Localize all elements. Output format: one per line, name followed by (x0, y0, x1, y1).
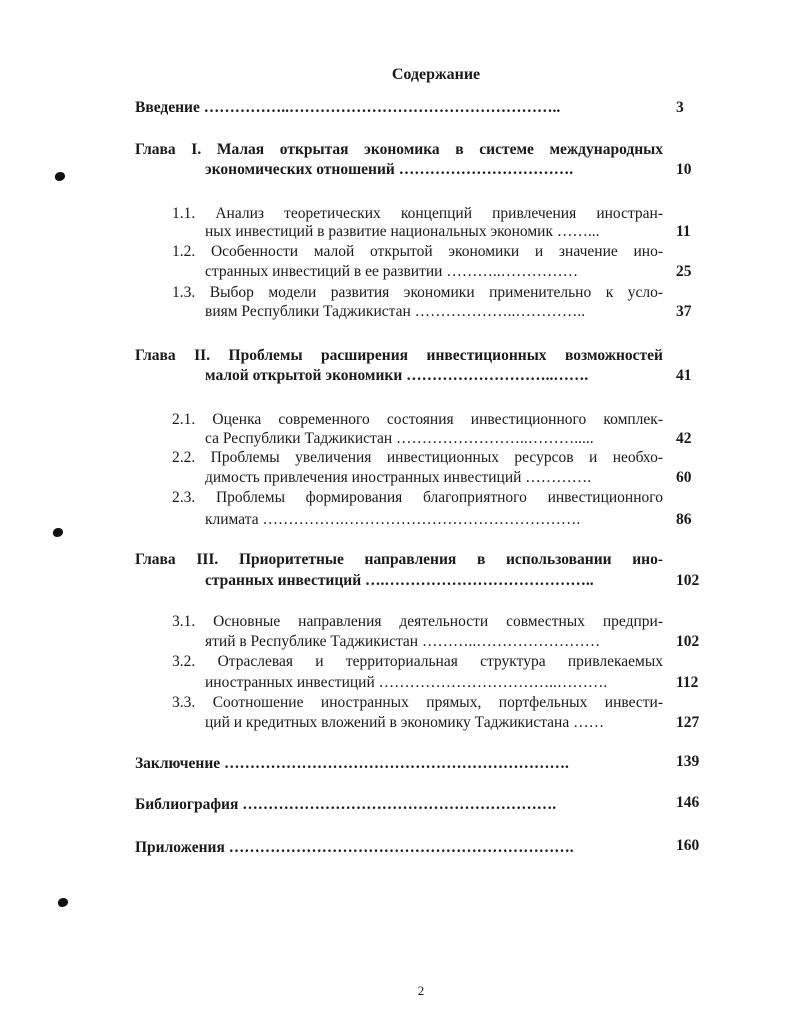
toc-intro-page: 3 (676, 99, 684, 116)
scan-mark (53, 528, 63, 537)
scan-mark (55, 172, 65, 181)
toc-section-2-3-line2: климата …………….………………………………………. (205, 511, 581, 528)
toc-section-1-2-line1: 1.2. Особенности малой открытой экономики и значение ино- (172, 243, 663, 260)
toc-appendix: Приложения …………………………………………………………. (135, 839, 574, 856)
toc-section-3-1-line2: ятий в Республике Таджикистан ………..…………………… (205, 633, 601, 650)
toc-conclusion: Заключение …………………………………………………………. (135, 755, 569, 772)
scan-mark (58, 898, 68, 907)
toc-intro: Введение ……………..…………………………………………….. (135, 99, 561, 116)
page-title: Содержание (391, 66, 481, 83)
toc-section-3-2-page: 112 (676, 674, 699, 691)
toc-conclusion-page: 139 (676, 753, 700, 770)
toc-section-1-1-line2: ных инвестиций в развитие национальных экономик ……... (205, 223, 600, 240)
toc-section-2-2-page: 60 (676, 469, 692, 486)
toc-section-2-2-line2: димость привлечения иностранных инвестиций …………. (205, 469, 592, 486)
toc-section-1-2-line2: странных инвестиций в ее развитии ………..…………… (205, 263, 579, 280)
toc-section-3-1-page: 102 (676, 633, 700, 650)
toc-chapter-1-line2: экономических отношений ……………………………. (205, 161, 574, 178)
page-number: 2 (417, 983, 425, 998)
toc-chapter-3-line2: странных инвестиций ….………………………………….. (205, 572, 594, 589)
toc-section-2-1-line2: са Республики Таджикистан ……………………..………..... (205, 430, 594, 447)
toc-chapter-2-page: 41 (676, 367, 692, 384)
toc-section-2-1-page: 42 (676, 430, 692, 447)
toc-section-2-3-line1: 2.3. Проблемы формирования благоприятного инвестиционного (172, 489, 663, 506)
toc-section-1-1-line1: 1.1. Анализ теоретических концепций привлечения иностран- (172, 205, 663, 222)
toc-section-1-3-line2: виям Республики Таджикистан ………………..………….. (205, 303, 586, 320)
toc-chapter-2-line1: Глава II. Проблемы расширения инвестиционных возможностей (135, 347, 663, 364)
toc-section-1-2-page: 25 (676, 263, 692, 280)
toc-section-3-2-line1: 3.2. Отраслевая и территориальная структура привлекаемых (172, 653, 663, 670)
toc-chapter-2-line2: малой открытой экономики ………………………..……. (205, 367, 589, 384)
toc-section-3-1-line1: 3.1. Основные направления деятельности совместных предпри- (172, 613, 663, 630)
toc-chapter-1-line1: Глава I. Малая открытая экономика в системе международных (135, 141, 663, 158)
toc-section-3-2-line2: иностранных инвестиций ……………………………..………. (205, 674, 608, 691)
toc-chapter-3-line1: Глава III. Приоритетные направления в использовании ино- (135, 551, 663, 568)
toc-section-1-1-page: 11 (676, 223, 691, 240)
toc-section-1-3-line1: 1.3. Выбор модели развития экономики применительно к усло- (172, 284, 663, 301)
toc-bibliography-page: 146 (676, 794, 700, 811)
toc-section-3-3-line1: 3.3. Соотношение иностранных прямых, портфельных инвести- (172, 694, 663, 711)
toc-section-2-3-page: 86 (676, 511, 692, 528)
toc-section-1-3-page: 37 (676, 303, 692, 320)
toc-section-3-3-page: 127 (676, 714, 700, 731)
toc-section-2-1-line1: 2.1. Оценка современного состояния инвестиционного комплек- (172, 411, 663, 428)
toc-section-2-2-line1: 2.2. Проблемы увеличения инвестиционных ресурсов и необхо- (172, 449, 663, 466)
toc-bibliography: Библиография ……………………………………………………. (135, 796, 557, 813)
toc-section-3-3-line2: ций и кредитных вложений в экономику Таджикистана …… (205, 714, 605, 731)
toc-chapter-1-page: 10 (676, 161, 692, 178)
toc-appendix-page: 160 (676, 837, 700, 854)
toc-chapter-3-page: 102 (676, 572, 700, 589)
